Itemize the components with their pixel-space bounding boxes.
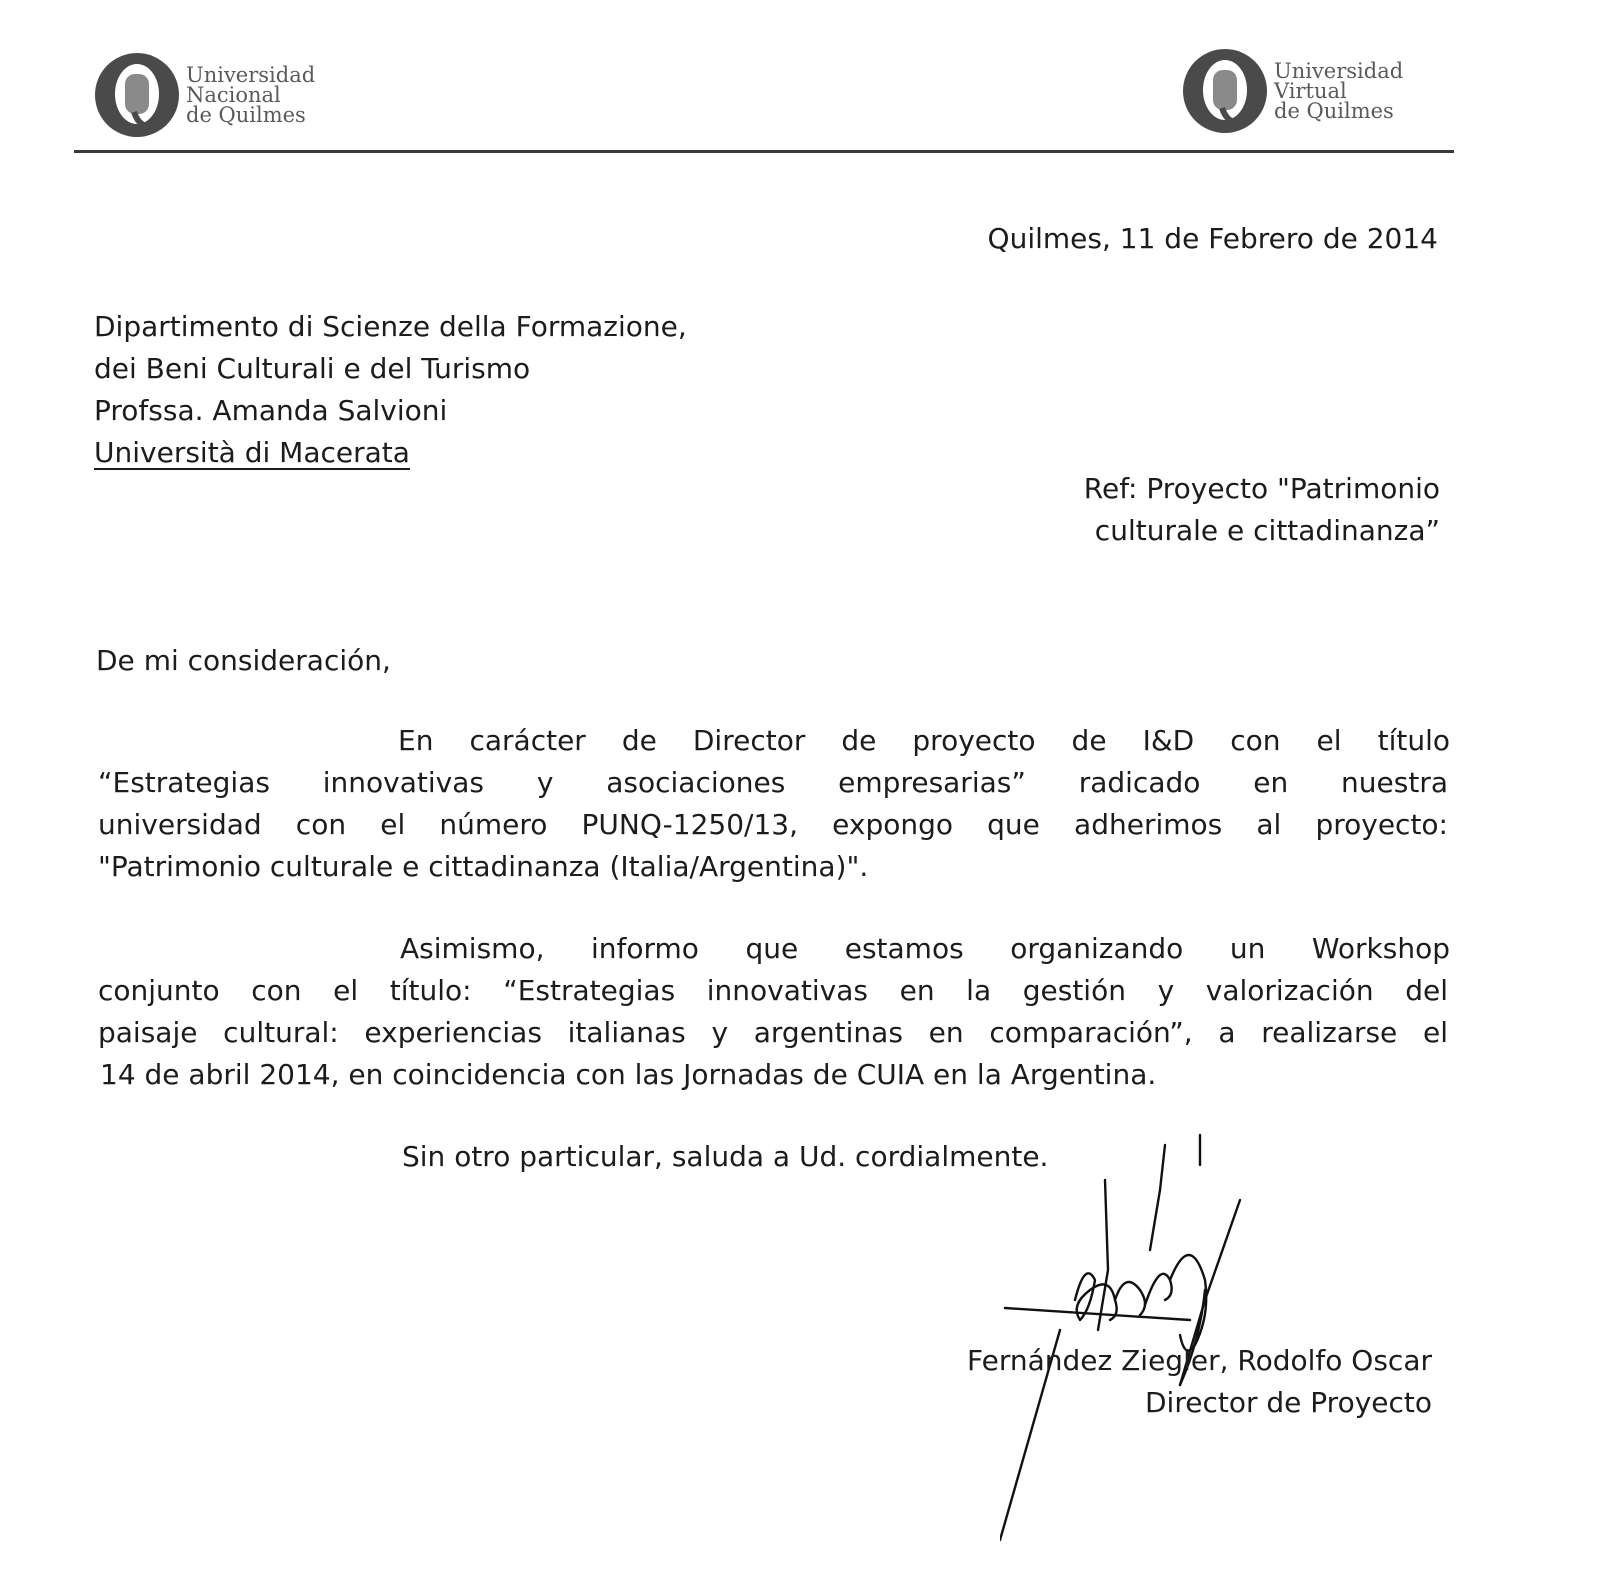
uvq-logo-line2: Virtual bbox=[1274, 79, 1347, 103]
paragraph2-line3: paisaje cultural: experiencias italianas y argentinas en comparación”, a realizarse el bbox=[98, 1016, 1448, 1049]
paragraph2-line1: Asimismo, informo que estamos organizando un Workshop bbox=[400, 932, 1450, 965]
letterhead-divider bbox=[74, 150, 1454, 153]
uvq-logo-line1: Universidad bbox=[1274, 59, 1404, 83]
signer-name: Fernández Ziegler, Rodolfo Oscar bbox=[967, 1344, 1432, 1377]
uvq-q-logo-icon bbox=[1182, 48, 1268, 134]
paragraph1-line3: universidad con el número PUNQ-1250/13, expongo que adherimos al proyecto: bbox=[98, 808, 1448, 841]
unq-logo-line2: Nacional bbox=[186, 83, 281, 107]
recipient-line4: Università di Macerata bbox=[94, 436, 410, 469]
paragraph1-line2: “Estrategias innovativas y asociaciones empresarias” radicado en nuestra bbox=[98, 766, 1448, 799]
reference-line2: culturale e cittadinanza” bbox=[1094, 514, 1440, 547]
letter-date: Quilmes, 11 de Febrero de 2014 bbox=[987, 222, 1438, 255]
recipient-line2: dei Beni Culturali e del Turismo bbox=[94, 352, 531, 385]
unq-logo-line1: Universidad bbox=[186, 63, 316, 87]
uvq-logo bbox=[1182, 48, 1403, 134]
unq-q-logo-icon bbox=[94, 52, 180, 138]
reference-line1: Ref: Proyecto "Patrimonio bbox=[1083, 472, 1440, 505]
paragraph2-line2: conjunto con el título: “Estrategias innovativas en la gestión y valorización del bbox=[98, 974, 1448, 1007]
paragraph1-line4: "Patrimonio culturale e cittadinanza (Italia/Argentina)". bbox=[98, 850, 869, 883]
signer-title: Director de Proyecto bbox=[1145, 1386, 1432, 1419]
unq-logo-line3: de Quilmes bbox=[186, 103, 306, 127]
uvq-logo-line3: de Quilmes bbox=[1274, 99, 1394, 123]
closing-line: Sin otro particular, saluda a Ud. cordialmente. bbox=[402, 1140, 1049, 1173]
salutation: De mi consideración, bbox=[96, 644, 391, 677]
recipient-line1: Dipartimento di Scienze della Formazione, bbox=[94, 310, 687, 343]
recipient-line3: Profssa. Amanda Salvioni bbox=[94, 394, 448, 427]
unq-logo bbox=[94, 52, 315, 138]
paragraph1-line1: En carácter de Director de proyecto de I&D con el título bbox=[398, 724, 1450, 757]
paragraph2-line4: 14 de abril 2014, en coincidencia con las Jornadas de CUIA en la Argentina. bbox=[100, 1058, 1157, 1091]
